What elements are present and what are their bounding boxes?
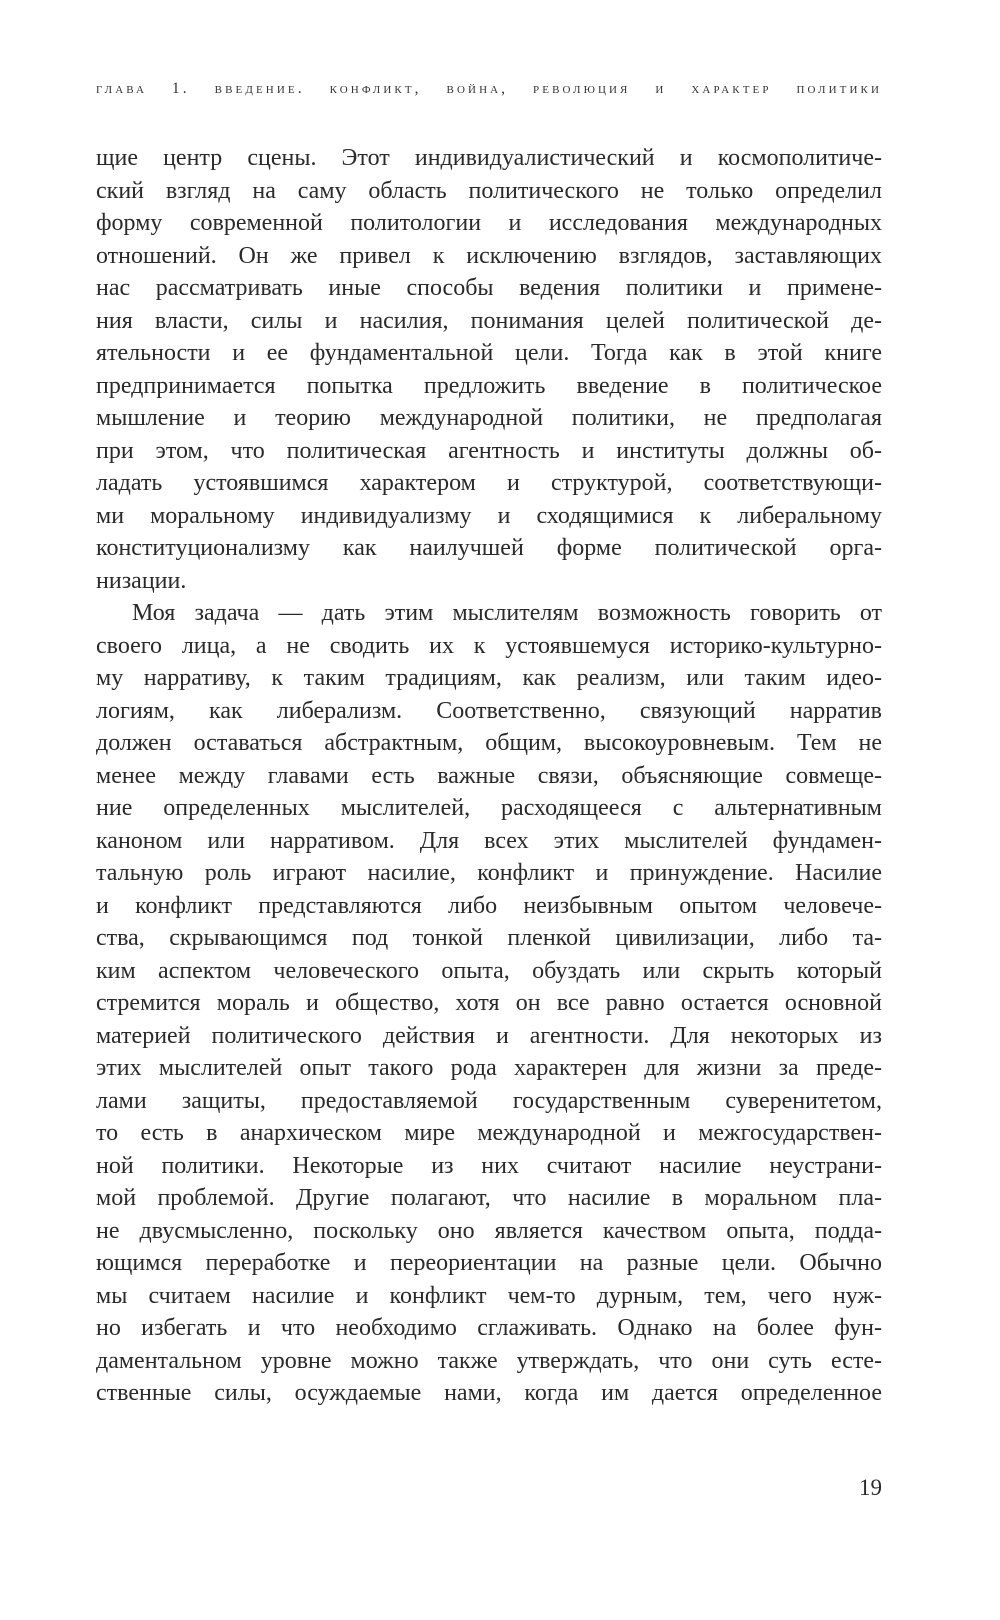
text-line: не двусмысленно, поскольку оно является качеством опыта, подда- <box>96 1217 882 1244</box>
text-line: ственные силы, осуждаемые нами, когда им дается определенное <box>96 1380 882 1406</box>
text-line: при этом, что политическая агентность и институты должны об- <box>96 437 882 464</box>
text-line: лами защиты, предоставляемой государственным суверенитетом, <box>96 1087 882 1114</box>
text-line: мой проблемой. Другие полагают, что насилие в моральном пла- <box>96 1185 882 1211</box>
text-line: нас рассматривать иные способы ведения политики и примене- <box>96 275 882 301</box>
paragraph-1 <box>96 142 882 597</box>
text-line: логиям, как либерализм. Соответственно, связующий нарратив <box>96 697 882 724</box>
body-text <box>96 142 882 1410</box>
text-line: стремится мораль и общество, хотя он все равно остается основной <box>96 990 882 1016</box>
text-line: ятельности и ее фундаментальной цели. Тогда как в этой книге <box>96 340 882 366</box>
text-line: но избегать и что необходимо сглаживать. Однако на более фун- <box>96 1315 882 1341</box>
text-line: и конфликт представляются либо неизбывным опытом человече- <box>96 892 882 919</box>
text-line: ладать устоявшимся характером и структурой, соответствующи- <box>96 470 882 496</box>
text-line: даментальном уровне можно также утверждать, что они суть есте- <box>96 1347 882 1374</box>
text-line: мышление и теорию международной политики, не предполагая <box>96 405 882 431</box>
text-line: конституционализму как наилучшей форме политической орга- <box>96 535 882 561</box>
text-line: своего лица, а не сводить их к устоявшемуся историко-культурно- <box>96 632 882 659</box>
text-line: щие центр сцены. Этот индивидуалистический и космополитиче- <box>96 145 882 171</box>
text-line: мы считаем насилие и конфликт чем-то дурным, тем, чего нуж- <box>96 1282 882 1309</box>
text-line: тальную роль играют насилие, конфликт и принуждение. Насилие <box>96 860 882 886</box>
text-line: ющимся переработке и переориентации на разные цели. Обычно <box>96 1250 882 1276</box>
text-line: форму современной политологии и исследования международных <box>96 210 882 236</box>
text-line: му нарративу, к таким традициям, как реализм, или таким идео- <box>96 665 882 691</box>
text-line: материей политического действия и агентности. Для некоторых из <box>96 1022 882 1049</box>
text-line: менее между главами есть важные связи, объясняющие совмеще- <box>96 762 882 789</box>
text-line: то есть в анархическом мире международной и межгосударствен- <box>96 1120 882 1146</box>
text-line: этих мыслителей опыт такого рода характерен для жизни за преде- <box>96 1055 882 1081</box>
text-line: ние определенных мыслителей, расходящееся с альтернативным <box>96 795 882 821</box>
text-line: каноном или нарративом. Для всех этих мыслителей фундамен- <box>96 827 882 854</box>
text-line: низации. <box>96 567 187 594</box>
text-line: Моя задача — дать этим мыслителям возможность говорить от <box>132 600 882 626</box>
text-line: ми моральному индивидуализму и сходящимися к либеральному <box>96 502 882 529</box>
running-header: глава 1. введение. конфликт, война, революция и характер политики <box>96 80 882 97</box>
text-line: отношений. Он же привел к исключению взглядов, заставляющих <box>96 242 882 269</box>
text-line: ский взгляд на саму область политического не только определил <box>96 177 882 204</box>
text-line: ства, скрывающимся под тонкой пленкой цивилизации, либо та- <box>96 925 882 951</box>
paragraph-2 <box>96 597 882 1410</box>
text-line: предпринимается попытка предложить введение в политическое <box>96 372 882 399</box>
text-line: ния власти, силы и насилия, понимания целей политической де- <box>96 307 882 334</box>
text-line: ной политики. Некоторые из них считают насилие неустрани- <box>96 1152 882 1179</box>
text-line: ким аспектом человеческого опыта, обуздать или скрыть который <box>96 957 882 984</box>
page-number: 19 <box>859 1475 882 1500</box>
text-line: должен оставаться абстрактным, общим, высокоуровневым. Тем не <box>96 730 882 756</box>
